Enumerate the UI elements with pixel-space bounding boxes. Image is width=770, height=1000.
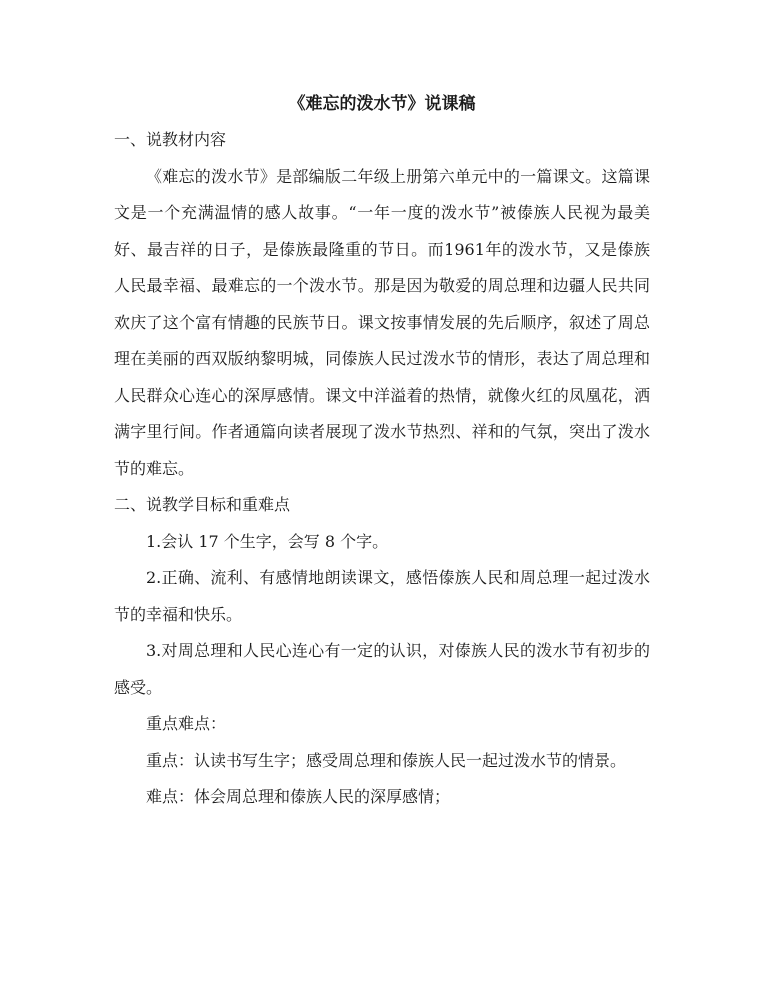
goal-item-1: 1.会认 17 个生字，会写 8 个字。 xyxy=(146,531,389,551)
key-point-paragraph: 重点：认读书写生字；感受周总理和傣族人民一起过泼水节的情景。 xyxy=(146,750,627,770)
difficulty-paragraph: 难点：体会周总理和傣族人民的深厚感情； xyxy=(146,787,451,806)
goal-item-3: 3.对周总理和人民心连心有一定的认识，对傣族人民的泼水节有初步的感受。 xyxy=(114,641,650,697)
textbook-content-paragraph: 《难忘的泼水节》是部编版二年级上册第六单元中的一篇课文。这篇课文是一个充满温情的感人故事。“一年一度的泼水节”被傣族人民视为最美好、最吉祥的日子，是傣族最隆重的节日。而1961年的泼水节，又是傣族人民最幸福、最难忘的一个泼水节。那是因为敬爱的周总理和边疆人民共同欢庆了这个富有情趣的民族节日。课文按事情发展的先后顺序，叙述了周总理在美丽的西双版纳黎明城，同傣族人民过泼水节的情形，表达了周总理和人民群众心连心的深厚感情。课文中洋溢着的热情，就像火红的凤凰花，洒满字里行间。作者通篇向读者展现了泼水节热烈、祥和的气氛，突出了泼水节的难忘。 xyxy=(114,166,650,478)
goal-item-2: 2.正确、流利、有感情地朗读课文，感悟傣族人民和周总理一起过泼水节的幸福和快乐。 xyxy=(114,568,650,624)
document-page xyxy=(114,86,650,816)
section-heading-goals: 二、说教学目标和重难点 xyxy=(114,495,291,514)
key-points-heading: 重点难点： xyxy=(146,714,227,733)
document-title: 《难忘的泼水节》说课稿 xyxy=(288,94,476,114)
section-heading-textbook: 一、说教材内容 xyxy=(114,130,227,149)
